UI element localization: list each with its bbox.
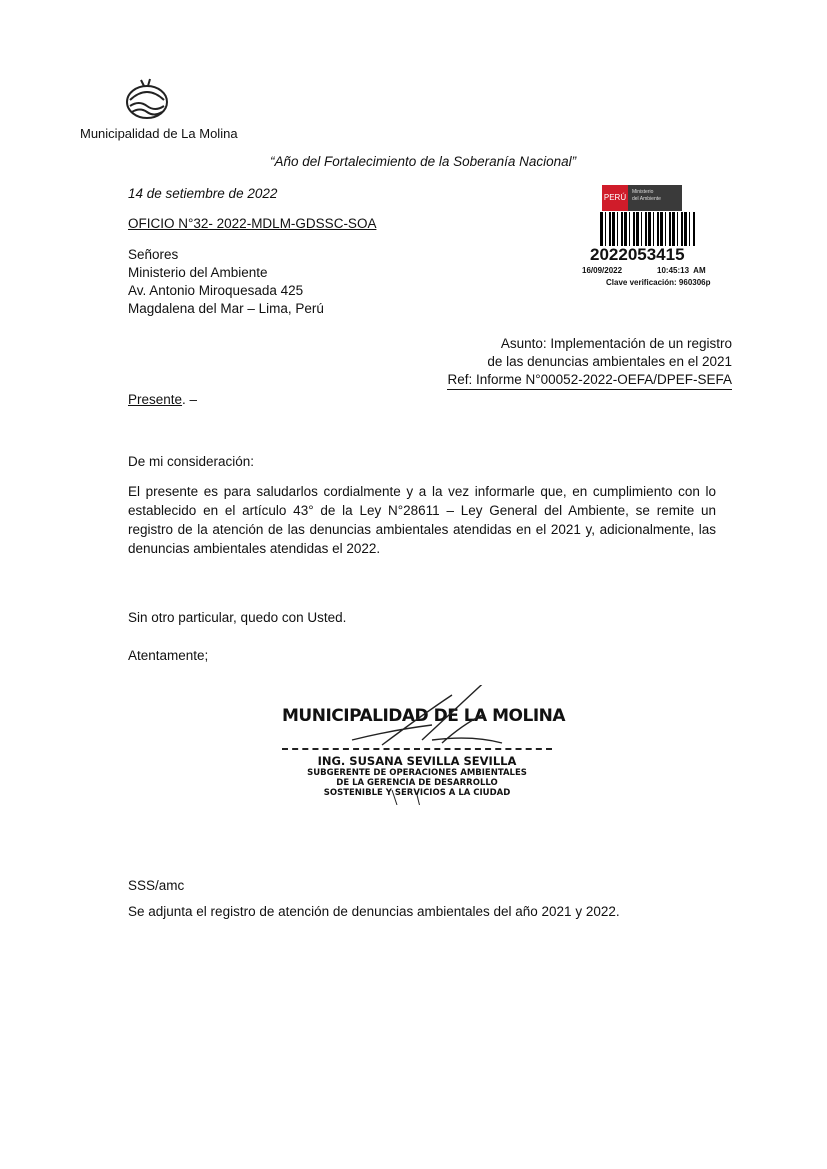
- oficio-number: OFICIO N°32- 2022-MDLM-GDSSC-SOA: [128, 216, 377, 231]
- subject-block: Asunto: Implementación de un registro de las denuncias ambientales en el 2021 Ref: Informe N°00052-2022-OEFA/DPEF-SEFA: [447, 335, 732, 390]
- recipient-block: Señores Ministerio del Ambiente Av. Antonio Miroquesada 425 Magdalena del Mar – Lima, Perú: [128, 247, 324, 316]
- stamp-number: 2022053415: [590, 245, 685, 264]
- letter-date: 14 de setiembre de 2022: [128, 186, 278, 201]
- municipality-logo: [124, 76, 170, 125]
- initials: SSS/amc: [128, 878, 185, 893]
- greeting: De mi consideración:: [128, 454, 255, 469]
- presente: Presente. –: [128, 392, 198, 407]
- attachment-note: Se adjunta el registro de atención de denuncias ambientales del año 2021 y 2022.: [128, 904, 620, 919]
- body-paragraph: El presente es para saludarlos cordialmente y a la vez informarle que, en cumplimiento con lo establecido en el artículo 43° de la Ley N°28611 – Ley General del Ambiente, se remite un registro de la atención de las denuncias ambientales atendidas en el 2021 y, adicionalmente, las denuncias ambientales atendidas el 2022.: [128, 484, 716, 556]
- closing: Sin otro particular, quedo con Usted.: [128, 610, 347, 625]
- municipality-name: Municipalidad de La Molina: [80, 126, 238, 141]
- barcode: [600, 212, 696, 246]
- reception-stamp: PERÚ Ministerio del Ambiente 2022053415 16/09/2022 10:45:13 AM Clave verificación: 960306p: [560, 182, 750, 292]
- closing-regards: Atentamente;: [128, 648, 209, 663]
- motto: “Año del Fortalecimiento de la Soberanía Nacional”: [270, 154, 577, 169]
